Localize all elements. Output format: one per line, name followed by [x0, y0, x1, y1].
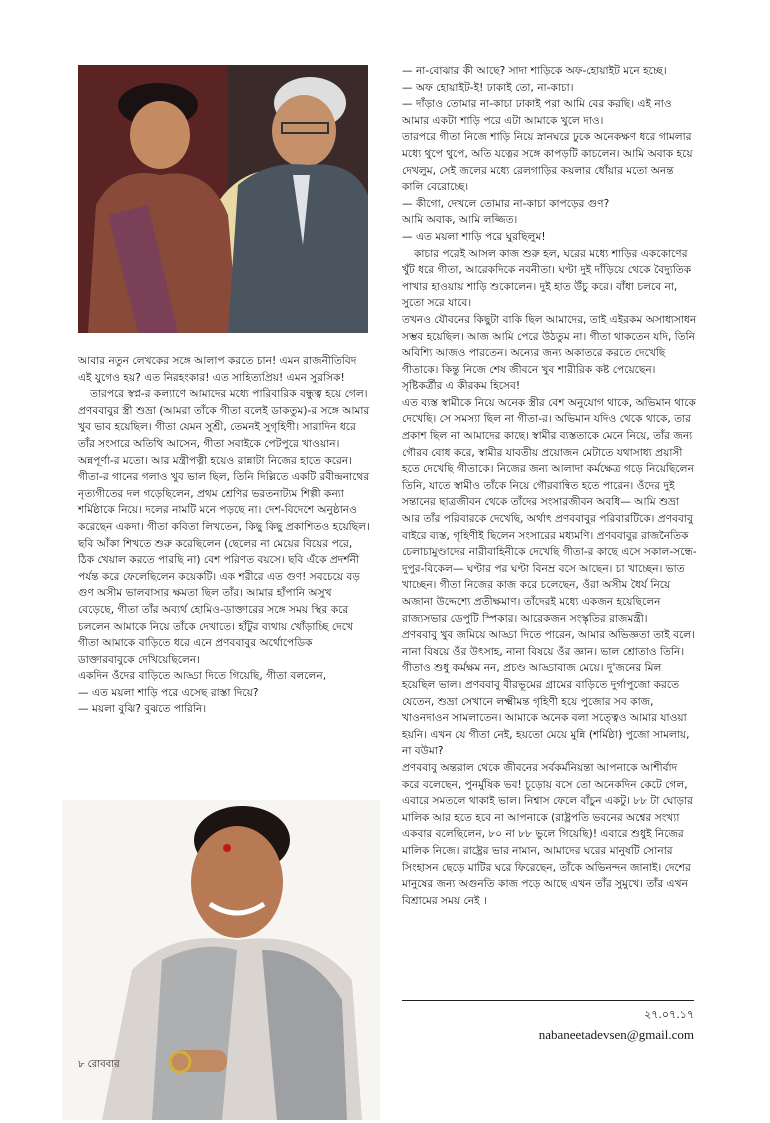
paragraph: কাচার পরেই আসল কাজ শুরু হল, ঘরের মধ্যে শাড়ির এককোণের খুঁট ধরে গীতা, আরেকদিকে নবনীতা। ঘণ্টা দুই দাঁড়িয়ে থেকে বৈদ্যুতিক পাখার হাওয়ায় শাড়ি শুকোলেন। দুই হাত উঁচু করে। বাঁধা চলবে না, সুতো সরে যাবে।: [402, 247, 692, 310]
dialogue-line: — এত ময়লা শাড়ি পরে ঘুরছিলুম!: [402, 230, 546, 243]
sign-off-rule: [402, 1000, 694, 1001]
page-footer: ৮ রোববার: [78, 1059, 120, 1070]
dialogue-line: — না-বোঝার কী আছে? সাদা শাড়িকে অফ-হোয়াইট মনে হচ্ছে।: [402, 65, 667, 77]
paragraph: প্রণববাবু অন্তরাল থেকে জীবনের সর্বকর্মনিয়ন্তা আপনাকে আশীর্বাদ করে বলেছেন, পুনর্মুষিক ভব! চূড়োয় বসে তো অনেকদিন কেটে গেল, এবারে সমতলে থাকাই ভাল। নিশ্বাস ফেলে বাঁচুন একটু। ৮৮ টা ঘোড়ার মালিক আর হতে হবে না আপনাকে (রাষ্ট্রপতি ভবনের অশ্বের সংখ্যা একবার বলেছিলেন, ৮০ না ৮৮ ভুলে গিয়েছি)! এবারে শুধুই নিজের মালিক নিজে। রাষ্ট্রের ভার নামান, আমাদের ঘরের মানুষটি সোনার সিংহাসন ছেড়ে মাটির ঘরে ফিরেছেন, তাঁকে অভিনন্দন জানাই। দেশের মানুষের জন্য অগুনতি কাজ পড়ে আছে এখন তাঁর সুমুখে। তাঁর এখন বিশ্রামের সময় নেই ।: [402, 761, 694, 907]
dialogue-line: — এত ময়লা শাড়ি পরে এসেছ রাস্তা দিয়ে?: [78, 686, 259, 699]
dialogue-line: — কীগো, দেখলে তোমার না-কাচা কাপড়ের গুণ?: [402, 197, 610, 210]
paragraph: তারপরে স্বপ্ন-র কল্যাণে আমাদের মধ্যে পারিবারিক বন্ধুত্ব হয়ে গেল। প্রণববাবুর স্ত্রী শুভ্রা (আমরা তাঁকে গীতা বলেই ডাকতুম)-র সঙ্গে আমার খুব ভাব হয়েছিল। গীতা যেমন সুশ্রী, তেমনই সুগৃহিণী। সারাদিন ধরে তাঁর সংসারে অতিথি আসেন, গীতা সবাইকে পেটপুরে খাওয়ান। অন্নপূর্ণা-র মতো। আর মন্ত্রীপত্নী হয়েও রান্নাটা নিজের হাতে করেন। গীতা-র গানের গলাও খুব ভাল ছিল, তিনি দিল্লিতে একটি রবীন্দ্রনাথের নৃত্যগীতের দল গড়েছিলেন, প্রথম শ্রেণির ভরতনাট্যম শিল্পী কন্যা শর্মিষ্ঠাকে নিয়ে। দলের নামটি মনে পড়ছে না। দেশ-বিদেশে অনুষ্ঠানও করেছেন একদা। গীতা কবিতা লিখতেন, কিছু কিছু প্রকাশিতও হয়েছিল। ছবি আঁকা শিখতে শুরু করেছিলেন (ছেলের না মেয়ের বিয়ের পরে, ঠিক খেয়াল করতে পারছি না) বেশ পরিণত বয়সে। ছবি এঁকে প্রদর্শনী পর্যন্ত করে ফেলেছিলেন কয়েকটি। এক শরীরে এত গুণ! সবচেয়ে বড় গুণ অসীম ভালবাসার ক্ষমতা ছিল তাঁর। আমার হাঁপানি অসুখ বেড়েছে, গীতা তাঁর অব্যর্থ হোমিও-ডাক্তারের সঙ্গে সময় স্থির করে চললেন আমাকে নিয়ে তাঁকে দেখাতে। হাঁটুর ব্যথায় খোঁড়াচ্ছি দেখে গীতা আমাকে বাড়িতে ধরে এনে প্রণববাবুর অর্থোপেডিক ডাক্তারবাবুকে দেখিয়েছিলেন।: [78, 388, 370, 666]
paragraph: এত ব্যস্ত স্বামীকে নিয়ে অনেক স্ত্রীর বেশ অনুযোগ থাকে, অভিমান থাকে দেখেছি। সে সমস্যা ছিল না গীতা-র। অভিমান যদিও থেকে থাকে, তার প্রকাশ ছিল না আমাদের কাছে। স্বামীর ব্যস্ততাকে মেনে নিয়ে, তাঁর জন্য গৌরব বোধ করে, স্বামীর যাবতীয় প্রয়োজন মেটাতে যথাসাধ্য প্রয়াসী হতে দেখেছি গীতাকে। নিজের জন্য আলাদা কর্মক্ষেত্র গড়ে নিয়েছিলেন তিনি, যাতে স্বামীও তাঁকে নিয়ে গৌরবান্বিত হতে পারেন। ওঁদের দুই সন্তানের ছাত্রজীবন থেকে তাঁদের সংসারজীবন অবধি— আমি শুভ্রা আর তাঁর পরিবারকে দেখেছি, অর্থাৎ প্রণববাবুর পরিবারটিকে। প্রণববাবু বাইরে ব্যস্ত, গৃহিণীই ছিলেন সংসারের মধ্যমণি। প্রণববাবুর রাজনৈতিক চেলাচামুণ্ডাদের নারীবাহিনীকে দেখেছি গীতা-র কাছে এসে সকাল-সন্ধে-দুপুর-বিকেল— ঘণ্টার পর ঘণ্টা বিনম্র বসে আছেন। চা খাচ্ছেন। ভাত খাচ্ছেন। গীতা নিজের কাজ করে চলেছেন, ওঁরা অসীম ধৈর্য নিয়ে অজানা উদ্দেশ্যে প্রতীক্ষমাণ। তাঁদেরই মধ্যে একজন হয়েছিলেন রাজ্যসভার ডেপুটি স্পিকার। আরেকজন সংস্কৃতির রাজমন্ত্রী।: [402, 396, 697, 625]
paragraph: প্রণববাবু খুব জমিয়ে আড্ডা দিতে পারেন, আমার অভিজ্ঞতা তাই বলে। নানা বিষয়ে ওঁর উৎসাহ, নানা বিষয়ে ওঁর জ্ঞান। ভাল শ্রোতাও তিনি। গীতাও শুধু কর্মক্ষম নন, প্রচণ্ড আড্ডাবাজ মেয়ে। দু'জনের মিল হয়েছিল ভাল। প্রণববাবু বীরভূমের গ্রামের বাড়িতে দুর্গাপুজো করতে যেতেন, শুভ্রা সেখানে লক্ষ্মীমন্ত গৃহিণী হয়ে পুজোর সব কাজ, খাওনদাওন সামলাতেন। আমাকে অনেক বলা সত্ত্বেও আমার যাওয়া হয়নি। এখন যে গীতা নেই, হয়তো মেয়ে মুন্নি (শর্মিষ্ঠা) পুজো সামলায়, না বউমা?: [402, 629, 695, 758]
dialogue-line: — অফ হোয়াইট-ই! ঢাকাই তো, না-কাচা।: [402, 81, 574, 94]
paragraph: একদিন ওঁদের বাড়িতে আড্ডা দিতে গিয়েছি, গীতা বললেন,: [78, 670, 327, 683]
author-email: nabaneetadevsen@gmail.com: [538, 1027, 694, 1042]
photo-illustration: [78, 65, 368, 333]
photo-pranab-and-suvra: [78, 65, 368, 333]
dialogue-line: — দাঁড়াও তোমার না-কাচা ঢাকাই পরা আমি বের করছি। এই নাও আমার একটা শাড়ি পরে এটা আমাকে খুলে দাও।: [402, 98, 672, 127]
left-column: [78, 353, 370, 718]
paragraph: তখনও যৌবনের কিছুটা বাকি ছিল আমাদের, তাই এইরকম অসাধ্যসাধন সম্ভব হয়েছিল। আজ আমি পেরে উঠতুম না। গীতা থাকতেন যদি, তিনি অবিশ্যি আজও পারতেন। অন্যের জন্য অকাতরে করতে দেখেছি গীতাকে। কিন্তু নিজে শেষ জীবনে খুব শারীরিক কষ্ট পেয়েছেন। সৃষ্টিকর্ত্রীর এ কীরকম হিসেব!: [402, 313, 697, 393]
paragraph: তারপরে গীতা নিজে শাড়ি নিয়ে স্নানঘরে ঢুকে অনেকক্ষণ ধরে গামলার মধ্যে থুপে থুপে, অতি যত্নের সঙ্গে কাপড়টি কাচলেন। আমি অবাক হয়ে দেখলুম, সেই জলের মধ্যে রেলগাড়ির কয়লার ধোঁয়ার মতো অনন্ত কালি বেরোচ্ছে।: [402, 131, 693, 194]
dialogue-line: — ময়লা বুঝি? বুঝতে পারিনি।: [78, 703, 207, 716]
paragraph: আবার নতুন লেখকের সঙ্গে আলাপ করতে চান! এমন রাজনীতিবিদ এই যুগেও হয়? এত নিরহংকার! এত সাহিত্যপ্রিয়! এমন সুরসিক!: [78, 355, 357, 384]
paragraph: আমি অবাক, আমি লজ্জিত।: [402, 214, 518, 227]
article-date: ২৭.০৭.১৭: [644, 1008, 694, 1021]
right-column: [402, 63, 697, 909]
